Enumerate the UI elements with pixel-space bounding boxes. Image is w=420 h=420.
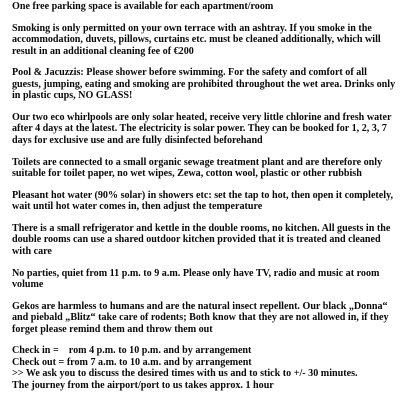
text-line: There is a small refrigerator and kettle in the double rooms, no kitchen. All guests in the <box>12 223 391 235</box>
hot-water-paragraph <box>12 190 412 213</box>
text-line: days for exclusive use and are fully disinfected beforehand <box>12 134 263 146</box>
text-line: One free parking space is available for each apartment/room <box>12 1 274 12</box>
geckos-paragraph <box>12 301 412 335</box>
text-line: guests, jumping, eating and smoking are prohibited throughout the wet area. Drinks only <box>12 78 396 90</box>
pool-paragraph <box>12 67 412 101</box>
text-line: Pool & Jacuzzis: Please shower before swimming. For the safety and comfort of all <box>12 67 367 79</box>
text-line: Our two eco whirlpools are only solar heated, receive very little chlorine and fresh water <box>12 112 392 124</box>
text-line: with care <box>12 245 52 257</box>
text-line: wait until hot water comes in, then adjust the temperature <box>12 201 263 213</box>
text-line: forget please remind them and throw them out <box>12 323 213 335</box>
times-note-line: >> We ask you to discuss the desired times with us and to stick to +/- 30 minutes. <box>12 368 358 380</box>
text-line: volume <box>12 279 44 291</box>
text-line: suitable for toilet paper, no wet wipes, Zewa, cotton wool, plastic or other rubbish <box>12 168 362 180</box>
check-in-line: Check in = rom 4 p.m. to 10 p.m. and by arrangement <box>12 345 252 357</box>
check-out-line: Check out = from 7 a.m. to 10 a.m. and by arrangement <box>12 356 252 368</box>
text-line: after 4 days at the latest. The electricity is solar power. They can be booked for 1, 2, 3, 7 <box>12 123 387 135</box>
quiet-hours-paragraph <box>12 268 412 291</box>
text-line: Toilets are connected to a small organic sewage treatment plant and are therefore only <box>12 156 383 168</box>
parking-paragraph <box>12 1 412 12</box>
text-line: No parties, quiet from 11 p.m. to 9 a.m. Please only have TV, radio and music at room <box>12 267 380 279</box>
text-line: double rooms can use a shared outdoor kitchen provided that it is treated and cleaned <box>12 234 381 246</box>
text-line: and piebald „Blitz“ take care of rodents; Both know that they are not allowed in, if they <box>12 312 389 324</box>
smoking-paragraph <box>12 23 412 57</box>
text-line: accommodation, duvets, pillows, curtains etc. must be cleaned additionally, which will <box>12 34 381 46</box>
whirlpools-paragraph <box>12 112 412 146</box>
journey-line: The journey from the airport/port to us takes approx. 1 hour <box>12 379 274 391</box>
text-line: result in an additional cleaning fee of €200 <box>12 45 194 57</box>
check-in-out-paragraph <box>12 345 412 391</box>
text-line: Smoking is only permitted on your own terrace with an ashtray. If you smoke in the <box>12 22 372 34</box>
text-line: Gekos are harmless to humans and are the natural insect repellent. Our black „Donna“ <box>12 300 388 312</box>
text-line: in plastic cups, NO GLASS! <box>12 90 133 102</box>
toilets-paragraph <box>12 157 412 180</box>
kitchen-paragraph <box>12 223 412 257</box>
text-line: Pleasant hot water (90% solar) in showers etc: set the tap to hot, then open it completely, <box>12 189 394 201</box>
